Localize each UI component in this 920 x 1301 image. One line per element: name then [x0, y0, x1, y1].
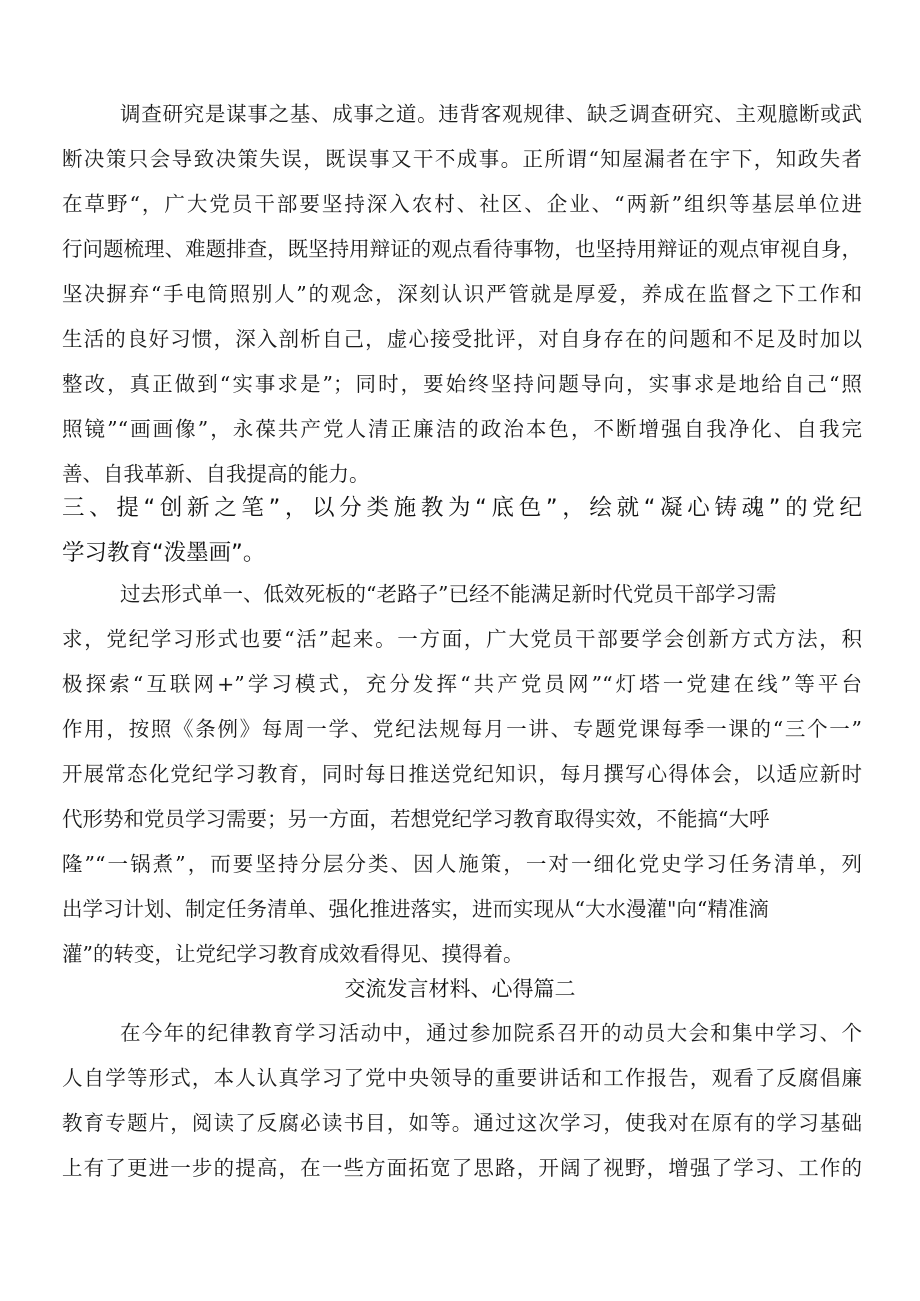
text-line: 人自学等形式，本人认真学习了党中央领导的重要讲话和工作报告，观看了反腐倡廉 — [62, 1066, 862, 1090]
text-line: 求，党纪学习形式也要“活”起来。一方面，广大党员干部要学会创新方式方法，积 — [62, 627, 862, 651]
text-line: 整改，真正做到“实事求是”；同时，要始终坚持问题导向，实事求是地给自己“照 — [62, 372, 862, 396]
article-title: 交流发言材料、心得篇二 — [344, 977, 576, 1001]
text-line: 极探索“互联网+”学习模式，充分发挥“共产党员网”“灯塔一党建在线”等平台 — [62, 672, 862, 696]
text-line: 在草野“，广大党员干部要坚持深入农村、社区、企业、“两新”组织等基层单位进 — [62, 192, 862, 216]
text-line: 行问题梳理、难题排查，既坚持用辩证的观点看待事物，也坚持用辩证的观点审视自身， — [62, 237, 862, 261]
text-line: 出学习计划、制定任务清单、强化推进落实，进而实现从“大水漫灌"向“精准滴 — [62, 897, 769, 921]
text-line: 作用，按照《条例》每周一学、党纪法规每月一讲、专题党课每季一课的“三个一” — [62, 717, 862, 741]
text-line: 断决策只会导致决策失误，既误事又干不成事。正所谓“知屋漏者在宇下，知政失者 — [62, 147, 862, 171]
text-line: 代形势和党员学习需要；另一方面，若想党纪学习教育取得实效，不能搞“大呼 — [62, 807, 770, 831]
heading-line: 学习教育“泼墨画”。 — [62, 540, 266, 566]
text-line: 在今年的纪律教育学习活动中，通过参加院系召开的动员大会和集中学习、个 — [120, 1021, 862, 1045]
text-line: 调查研究是谋事之基、成事之道。违背客观规律、缺乏调查研究、主观臆断或武 — [120, 102, 862, 126]
text-line: 过去形式单一、低效死板的“老路子”已经不能满足新时代党员干部学习需 — [120, 582, 777, 606]
text-line: 坚决摒弃“手电筒照别人”的观念，深刻认识严管就是厚爱，养成在监督之下工作和 — [62, 282, 862, 306]
heading-line: 三、提“创新之笔”，以分类施教为“底色”，绘就“凝心铸魂”的党纪 — [62, 495, 862, 521]
text-line: 照镜”“画画像”，永葆共产党人清正廉洁的政治本色，不断增强自我净化、自我完 — [62, 417, 862, 441]
text-line: 开展常态化党纪学习教育，同时每日推送党纪知识，每月撰写心得体会，以适应新时 — [62, 762, 862, 786]
text-line: 隆”“一锅煮”，而要坚持分层分类、因人施策，一对一细化党史学习任务清单，列 — [62, 852, 862, 876]
text-line: 善、自我革新、自我提高的能力。 — [62, 462, 370, 486]
text-line: 上有了更进一步的提高，在一些方面拓宽了思路，开阔了视野，增强了学习、工作的 — [62, 1156, 862, 1180]
text-line: 生活的良好习惯，深入剖析自己，虚心接受批评，对自身存在的问题和不足及时加以 — [62, 327, 862, 351]
text-line: 灌”的转变，让党纪学习教育成效看得见、摸得着。 — [62, 942, 524, 966]
text-line: 教育专题片，阅读了反腐必读书目，如等。通过这次学习，使我对在原有的学习基础 — [62, 1111, 862, 1135]
